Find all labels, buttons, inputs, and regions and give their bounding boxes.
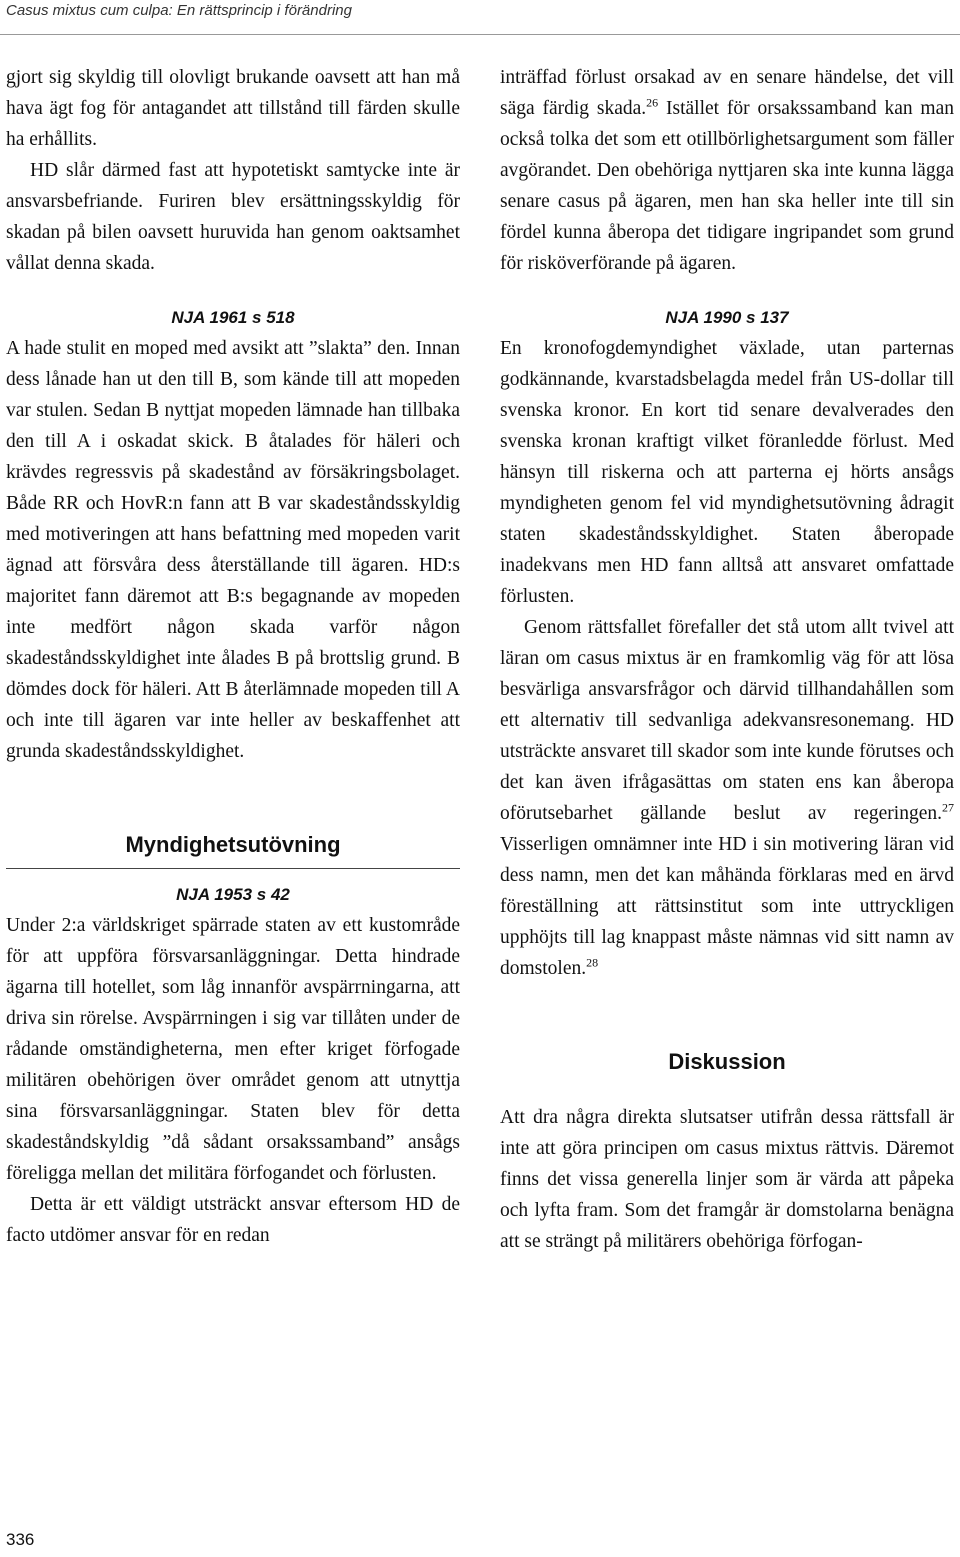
paragraph: A hade stulit en moped med avsikt att ”slakta” den. Innan dess lånade han ut den till B, som kände till att mopeden var stulen. Sedan B nyttjat mopeden lämnade han tillbaka den till A i oskadat skick. B åtalades för häleri och krävdes regressvis på skadestånd av försäkringsbolaget. Både RR och HovR:n fann att B var skadeståndsskyldig med motiveringen att hans befattning med mopeden varit ägnad att försvåra dess återställande till ägaren. HD:s majoritet fann däremot att B:s begagnande av mopeden inte medfört någon skada varför någon skadeståndsskyldighet inte ålades B på brottslig grund. B dömdes dock för häleri. Att B återlämnade mopeden till A och inte till ägaren var inte heller av beskaffenhet att grunda skadeståndsskyldighet. [6, 338, 460, 762]
header-rule [0, 34, 960, 35]
case-heading: NJA 1990 s 137 [665, 308, 789, 327]
text-span: inträffad förlust orsakad av en senare händelse, det vill säga färdig skada. [500, 67, 954, 119]
section-rule [6, 868, 460, 869]
text-span: Visserligen omnämner inte HD i sin motivering läran vid dess namn, men det kan måhända förklaras med en ärvd föreställning att rättsinstitut som inte uttryckligen upphöjts till lag knappast måste nämnas vid sitt namn av domstolen. [500, 834, 954, 979]
section-heading: Myndighetsutövning [125, 832, 341, 857]
footnote-ref[interactable]: 27 [942, 800, 954, 815]
section-heading: Diskussion [668, 1049, 786, 1074]
footnote-ref[interactable]: 26 [646, 95, 659, 110]
page-number: 336 [6, 1530, 35, 1549]
footnote-ref[interactable]: 28 [586, 955, 599, 970]
paragraph: En kronofogdemyndighet växlade, utan parternas godkännande, kvarstadsbelagda medel från US-dollar till svenska kronor. En kort tid senare devalverades den svenska kronan kraftigt vilket föranledde förlust. Med hänsyn till riskerna och att parterna ej hörts ansågs myndigheten genom fel vid myndighetsutövning ådragit staten skadeståndsskyldighet. Staten åberopade inadekvans men HD fann alltså att ansvaret omfattade förlusten. [500, 338, 954, 607]
running-head: Casus mixtus cum culpa: En rättsprincip i förändring [6, 2, 352, 19]
left-column [6, 62, 460, 1251]
case-heading: NJA 1953 s 42 [176, 885, 290, 904]
case-heading: NJA 1961 s 518 [171, 308, 295, 327]
paragraph [500, 62, 954, 279]
right-column [500, 62, 954, 1257]
paragraph: Detta är ett väldigt utsträckt ansvar eftersom HD de facto utdömer ansvar för en redan [6, 1194, 460, 1246]
text-span: Istället för orsakssamband kan man också tolka det som ett otillbörlighetsargument som fäller avgörandet. Den obehöriga nyttjaren ska inte kunna lägga senare casus på ägaren, men han ska heller inte till sin fördel kunna åberopa det tidigare ingripandet som grund för risköverförande på ägaren. [500, 98, 955, 274]
paragraph [500, 612, 954, 984]
paragraph: HD slår därmed fast att hypotetiskt samtycke inte är ansvarsbefriande. Furiren blev ersättningsskyldig för skadan på bilen oavsett huruvida han genom oaktsamhet vållat denna skada. [6, 160, 460, 274]
paragraph: Att dra några direkta slutsatser utifrån dessa rättsfall är inte att göra principen om casus mixtus rättvis. Däremot finns det vissa generella linjer som är värda att påpeka och lyfta fram. Som det framgår är domstolarna benägna att se strängt på militärers obehöriga förfogan- [500, 1107, 954, 1252]
text-span: Genom rättsfallet förefaller det stå utom allt tvivel att läran om casus mixtus är en framkomlig väg för att lösa besvärliga ansvarsfrågor och därvid tillhandahållen som ett alternativ till sedvanliga adekvansresonemang. HD utsträckte ansvaret till skador som inte kunde förutses och det kan även ifrågasättas om staten ens kan åberopa oförutsebarhet gällande beslut av regeringen. [500, 617, 954, 824]
paragraph: Under 2:a världskriget spärrade staten av ett kustområde för att uppföra försvarsanläggningar. Detta hindrade ägarna till hotellet, som låg innanför avspärrningarna, att driva sin rörelse. Avspärrningen i sig var tillåten under de rådande omständigheterna, men efter kriget förfogade militären obehörigen över området genom att utnyttja sina försvarsanläggningar. Staten blev för detta skadeståndskyldig ”då sådant orsakssamband” ansågs föreligga mellan det militära förfogandet och förlusten. [6, 915, 460, 1184]
paragraph: gjort sig skyldig till olovligt brukande oavsett att han må hava ägt fog för antagandet att tillstånd till färden skulle ha erhållits. [6, 67, 460, 150]
